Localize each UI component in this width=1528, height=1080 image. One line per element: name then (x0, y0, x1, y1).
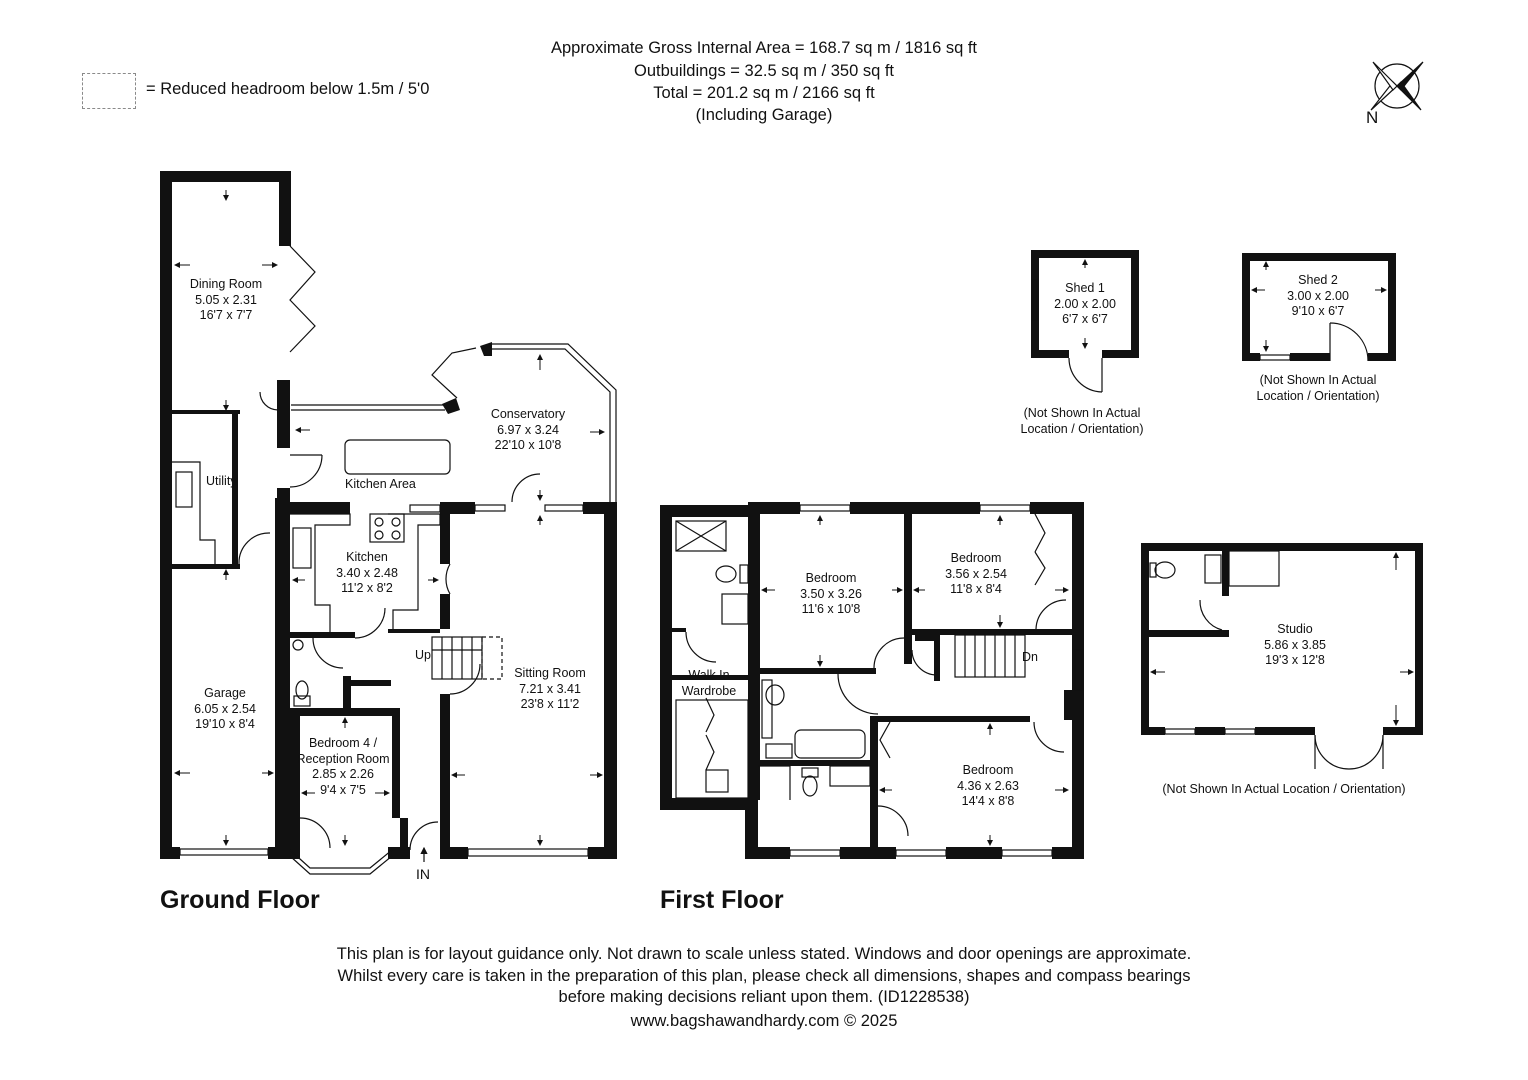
room-name: Studio (1277, 622, 1313, 636)
room-name: Dining Room (189, 277, 263, 291)
sitting-room-label (514, 666, 586, 713)
room-name: Bedroom (950, 551, 1002, 565)
reduced-headroom-legend-swatch (82, 73, 136, 109)
including-garage-line: (Including Garage) (695, 106, 833, 124)
shed-2-note (1257, 373, 1380, 404)
ground-floor-title: Ground Floor (160, 886, 320, 914)
room-name: Shed 2 (1298, 273, 1338, 287)
room-name: Walk In (688, 668, 730, 682)
reduced-headroom-legend-text: = Reduced headroom below 1.5m / 5'0 (146, 80, 430, 98)
room-metric: 2.00 x 2.00 (1054, 296, 1116, 311)
bedroom-1-label (800, 571, 862, 618)
stairs-down-label: Dn (1022, 650, 1038, 664)
bedroom-3-label (957, 763, 1019, 810)
room-imperial: 19'3 x 12'8 (1265, 653, 1325, 667)
room-imperial: 22'10 x 10'8 (494, 438, 562, 452)
room-imperial: 19'10 x 8'4 (195, 717, 255, 731)
room-imperial: 16'7 x 7'7 (199, 308, 253, 322)
outbuildings-area-line: Outbuildings = 32.5 sq m / 350 sq ft (633, 62, 895, 80)
room-name: Bedroom (805, 571, 857, 585)
disclaimer-line-2: Whilst every care is taken in the preparation of this plan, please check all dimensions, shapes and compass bearings (337, 967, 1191, 985)
walk-in-wardrobe-label (682, 668, 736, 699)
disclaimer-line-3: before making decisions reliant upon them. (ID1228538) (558, 988, 970, 1006)
room-name: Shed 1 (1065, 281, 1105, 295)
room-imperial: 11'6 x 10'8 (801, 602, 861, 616)
note-line: Location / Orientation) (1020, 421, 1144, 436)
note-line: Location / Orientation) (1256, 388, 1380, 403)
note-line: (Not Shown In Actual (1023, 406, 1141, 420)
note-line: (Not Shown In Actual (1259, 373, 1377, 387)
shed-1-note (1021, 406, 1144, 437)
first-floor-title: First Floor (660, 886, 784, 914)
total-area-line: Total = 201.2 sq m / 2166 sq ft (653, 84, 875, 102)
shed-1-label (1054, 281, 1116, 328)
room-imperial: 9'4 x 7'5 (320, 782, 366, 797)
room-name: Sitting Room (514, 666, 586, 680)
stairs-up-label: Up (415, 648, 431, 662)
gross-area-line: Approximate Gross Internal Area = 168.7 sq m / 1816 sq ft (550, 39, 978, 57)
bedroom-4-label (296, 736, 389, 798)
room-metric: 4.36 x 2.63 (957, 778, 1019, 793)
room-imperial: 11'2 x 8'2 (341, 581, 393, 595)
room-metric: 3.00 x 2.00 (1287, 288, 1349, 303)
room-metric: 3.40 x 2.48 (336, 565, 398, 580)
room-metric: 7.21 x 3.41 (519, 681, 581, 696)
room-name: Garage (204, 686, 246, 700)
room-imperial: 11'8 x 8'4 (950, 582, 1002, 596)
room-metric: 2.85 x 2.26 (312, 767, 374, 781)
room-metric: 6.05 x 2.54 (194, 701, 256, 716)
dining-room-label (190, 277, 262, 324)
room-metric: 3.50 x 3.26 (800, 586, 862, 601)
kitchen-label (336, 550, 398, 597)
garage-label (194, 686, 256, 733)
entrance-label: IN (416, 866, 430, 882)
room-name: Kitchen (346, 550, 388, 564)
room-imperial: 23'8 x 11'2 (520, 697, 580, 711)
room-imperial: 6'7 x 6'7 (1062, 312, 1108, 326)
shed-2-label (1287, 273, 1349, 320)
room-name: Bedroom 4 / (308, 736, 378, 750)
room-metric: 6.97 x 3.24 (497, 422, 559, 437)
conservatory-label (491, 407, 565, 454)
website-copyright-line: www.bagshawandhardy.com © 2025 (630, 1012, 898, 1030)
room-name-2: Wardrobe (681, 683, 737, 698)
studio-note: (Not Shown In Actual Location / Orientation) (1162, 782, 1406, 796)
room-name-2: Reception Room (296, 751, 390, 766)
room-metric: 5.86 x 3.85 (1264, 637, 1326, 652)
kitchen-area-label: Kitchen Area (345, 477, 416, 491)
bedroom-2-label (945, 551, 1007, 598)
room-metric: 5.05 x 2.31 (195, 292, 257, 307)
utility-label: Utility (206, 474, 237, 488)
studio-label (1264, 622, 1326, 669)
room-imperial: 9'10 x 6'7 (1291, 304, 1345, 318)
room-metric: 3.56 x 2.54 (945, 566, 1007, 581)
room-name: Conservatory (490, 407, 566, 421)
disclaimer-line-1: This plan is for layout guidance only. Not drawn to scale unless stated. Windows and door openings are approximate. (336, 945, 1192, 963)
compass-north-label: N (1366, 108, 1379, 127)
room-name: Bedroom (962, 763, 1014, 777)
room-imperial: 14'4 x 8'8 (961, 794, 1015, 808)
